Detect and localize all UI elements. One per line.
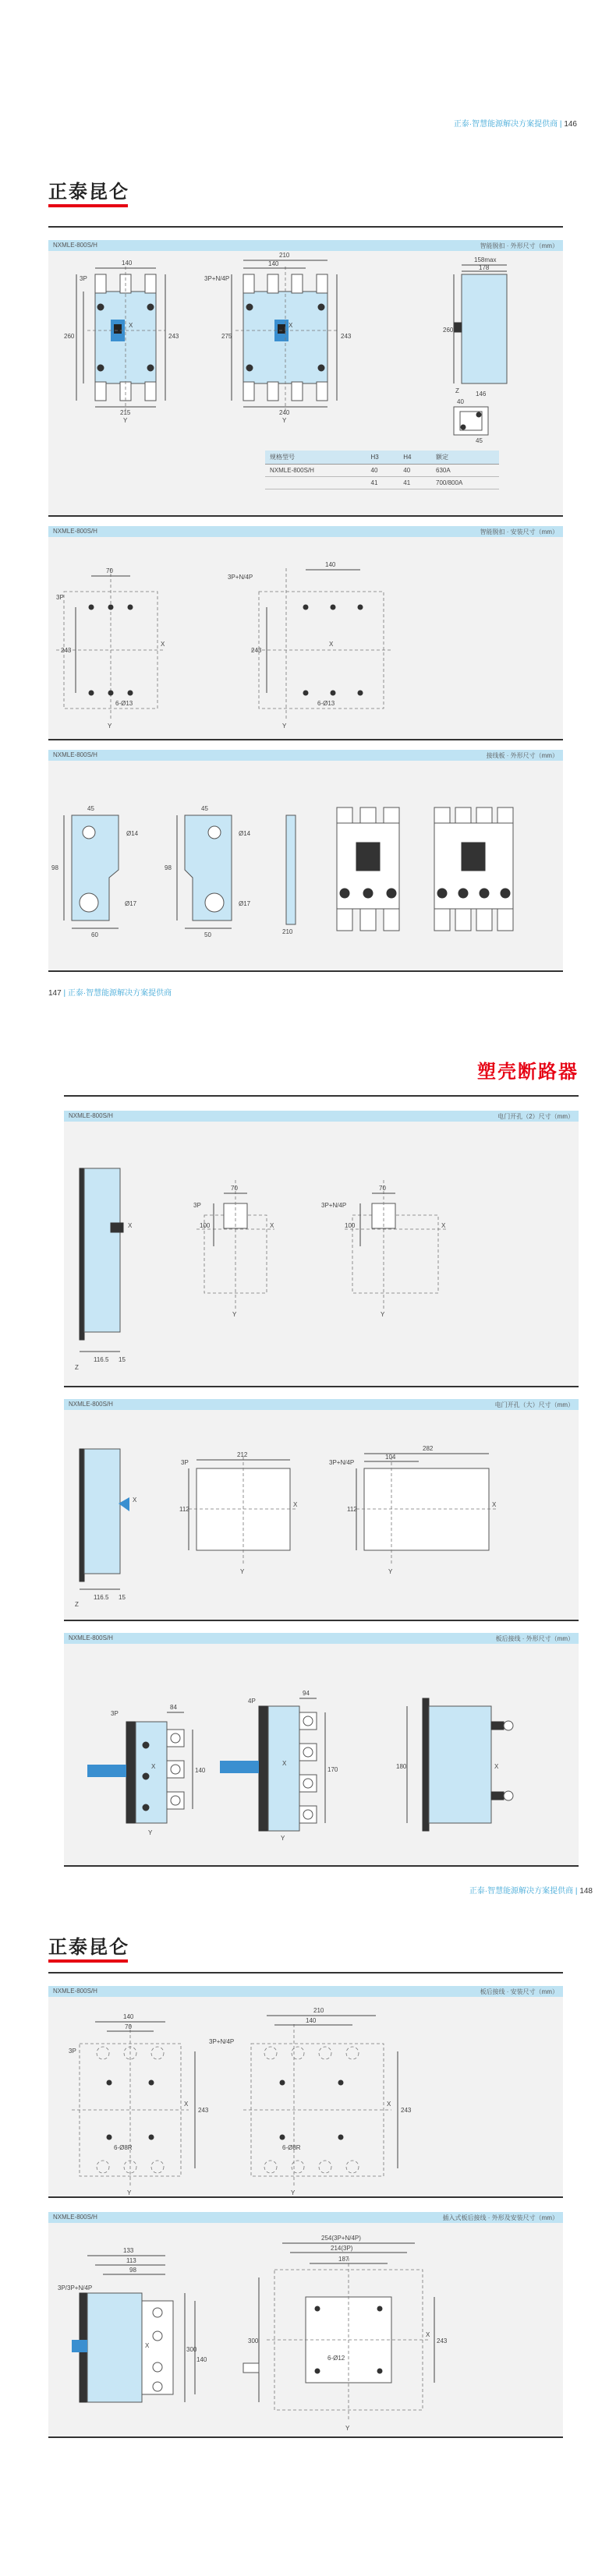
- dim-112: 112: [179, 1506, 189, 1513]
- axis-x: X: [184, 2101, 189, 2108]
- dim-116-5: 116.5: [94, 1594, 109, 1601]
- axis-x3: X: [441, 1222, 446, 1229]
- axis-y: Y: [232, 1311, 237, 1318]
- dim-60: 60: [91, 931, 98, 938]
- dim-side-260: 260: [443, 327, 454, 334]
- table-cell: 41: [366, 477, 399, 489]
- dim-210: 210: [313, 2007, 324, 2014]
- panel-terminal: [48, 750, 563, 972]
- panel-caption: 板后接线 · 外形尺寸（mm）: [495, 1635, 574, 1642]
- label-3pn: 3P/3P+N/4P: [58, 2284, 93, 2292]
- plugin-side-view: [72, 2256, 195, 2402]
- dim-282: 282: [423, 1445, 434, 1452]
- dim-275: 275: [221, 333, 232, 340]
- dim-133: 133: [123, 2247, 134, 2254]
- table-cell: NXMLE-800S/H: [265, 465, 366, 477]
- table-cell: 40: [366, 465, 399, 477]
- dim-70: 70: [231, 1185, 238, 1192]
- page-number: 148: [579, 1887, 593, 1896]
- dim-116-5: 116.5: [94, 1356, 109, 1363]
- panel-bar: [64, 1633, 579, 1644]
- panel-caption: 智能脱扣 · 外形尺寸（mm）: [480, 242, 558, 249]
- dim-210: 210: [279, 252, 290, 259]
- dim-254: 254(3P+N/4P): [321, 2235, 361, 2242]
- dim-243: 243: [198, 2107, 209, 2114]
- axis-y2: Y: [291, 2189, 296, 2196]
- axis-y2: Y: [381, 1311, 385, 1318]
- door-cut-large-3p: [189, 1457, 298, 1566]
- panel-rear-mounting: [48, 1986, 563, 2198]
- dim-214: 214(3P): [331, 2245, 353, 2252]
- panel-plugin-rear: [48, 2212, 563, 2438]
- panel-bar: [48, 2212, 563, 2223]
- door-cut-small-drawing: [64, 1122, 579, 1387]
- door-side-view: [80, 1168, 123, 1352]
- divider: [48, 226, 563, 228]
- dim-180: 180: [396, 1763, 407, 1770]
- axis-y: Y: [123, 417, 128, 424]
- axis-z: Z: [75, 1601, 79, 1608]
- mount-3p: [56, 568, 165, 720]
- panel-bar: [48, 240, 563, 251]
- side-view-drawing: [454, 265, 507, 435]
- label-3p: 3P: [80, 275, 87, 282]
- table-cell: [265, 477, 366, 489]
- dim-98: 98: [129, 2267, 136, 2274]
- hole-spec: 6-Ø8R: [114, 2144, 133, 2151]
- panel-bar: [48, 1986, 563, 1997]
- dim-d17: Ø17: [125, 900, 137, 907]
- dim-98b: 98: [165, 864, 172, 871]
- panel-title: NXMLE-800S/H: [69, 1112, 113, 1119]
- dim-140: 140: [325, 561, 336, 568]
- rear-3p-drawing: [87, 1712, 193, 1823]
- table-header-row: [265, 451, 499, 465]
- axis-z: Z: [75, 1364, 79, 1371]
- panel-title: NXMLE-800S/H: [69, 1401, 113, 1408]
- rear-connection-drawing: [64, 1644, 579, 1866]
- panel-door-cut-small: [64, 1111, 579, 1387]
- panel-door-cut-large: [64, 1399, 579, 1621]
- plugin-front-view: [243, 2243, 434, 2422]
- dim-210: 210: [282, 928, 293, 935]
- header-text: 正泰·智慧能源解决方案提供商: [469, 1887, 574, 1896]
- dim-113: 113: [126, 2257, 136, 2264]
- dim-45: 45: [476, 437, 483, 444]
- brand-underline: [48, 1959, 128, 1963]
- rear-mount-3p: [72, 2022, 195, 2188]
- dim-70: 70: [106, 567, 113, 574]
- table-header: H4: [398, 451, 431, 465]
- panel-bar: [64, 1399, 579, 1410]
- terminal-side: [286, 815, 296, 924]
- table-cell: 700/800A: [431, 477, 499, 489]
- dim-146: 146: [476, 390, 487, 398]
- label-3p: 3P: [111, 1710, 119, 1717]
- panel-caption: 电门开孔（2）尺寸（mm）: [497, 1113, 574, 1120]
- label-3pn: 3P+N/4P: [209, 2038, 235, 2045]
- hole-spec2: 6-Ø13: [317, 700, 335, 707]
- dim-300: 300: [186, 2346, 197, 2353]
- header-text: 正泰·智慧能源解决方案提供商: [453, 120, 558, 129]
- dim-98: 98: [51, 864, 58, 871]
- label-3p: 3P: [56, 594, 64, 601]
- breaker-front-3p: [337, 807, 399, 931]
- table-header: 额定: [431, 451, 499, 465]
- axis-x2: X: [329, 641, 334, 648]
- dim-260: 260: [64, 333, 75, 340]
- panel-rear-connection: [64, 1633, 579, 1867]
- axis-z: Z: [455, 387, 459, 394]
- dim-d14: Ø14: [126, 830, 139, 837]
- dim-158max: 158max: [474, 256, 497, 263]
- footer-text: 正泰·智慧能源解决方案提供商: [67, 989, 172, 998]
- axis-x2: X: [289, 322, 293, 329]
- label-3pn: 3P+N/4P: [321, 1202, 347, 1209]
- page-header-2: 正泰·智慧能源解决方案提供商 | 148: [469, 1887, 593, 1896]
- hole-spec: 6-Ø12: [327, 2355, 345, 2362]
- label-3pn: 3P+N/4P: [329, 1459, 355, 1466]
- door-cut-3p: [196, 1180, 274, 1309]
- table-header: 规格型号: [265, 451, 366, 465]
- dim-d14b: Ø14: [239, 830, 251, 837]
- panel-caption: 智能脱扣 · 安装尺寸（mm）: [480, 528, 558, 535]
- label-4p: 4P: [248, 1698, 256, 1705]
- panel-bar: [48, 526, 563, 537]
- axis-y2: Y: [388, 1568, 393, 1575]
- label-3p: 3P: [181, 1459, 189, 1466]
- divider: [48, 1972, 563, 1974]
- panel-caption: 插入式板后接线 · 外形及安装尺寸（mm）: [442, 2214, 558, 2221]
- dim-140b: 140: [306, 2017, 317, 2024]
- breaker-3p-drawing: [76, 267, 165, 411]
- table-header: H3: [366, 451, 399, 465]
- dim-243: 243: [437, 2337, 448, 2345]
- dim-140b: 140: [268, 260, 279, 267]
- plugin-rear-drawing: [48, 2223, 563, 2438]
- label-3p: 3P: [69, 2048, 76, 2055]
- page-header: 正泰·智慧能源解决方案提供商 | 146: [453, 120, 577, 129]
- mounting-drawing: [48, 537, 563, 740]
- axis-x2: X: [426, 2331, 430, 2338]
- dim-70b: 70: [379, 1185, 386, 1192]
- axis-x: X: [145, 2342, 150, 2349]
- panel-caption: 电门开孔（大）尺寸（mm）: [494, 1401, 574, 1408]
- dim-94: 94: [303, 1690, 310, 1697]
- panel-caption: 接线板 · 外形尺寸（mm）: [486, 752, 558, 759]
- terminal-plate-2: [177, 815, 232, 928]
- axis-y: Y: [148, 1829, 153, 1836]
- terminal-plate-1: [64, 815, 119, 928]
- axis-x: X: [129, 322, 133, 329]
- dim-243b: 243: [401, 2107, 412, 2114]
- table-cell: 41: [398, 477, 431, 489]
- axis-x3: X: [494, 1763, 499, 1770]
- page-number: 146: [564, 120, 577, 129]
- door-cut-4p: [345, 1180, 446, 1309]
- dim-243b: 243: [341, 333, 352, 340]
- dim-50: 50: [204, 931, 211, 938]
- dim-40: 40: [457, 398, 464, 405]
- dim-70: 70: [125, 2023, 132, 2030]
- dim-178: 178: [479, 264, 490, 271]
- dim-104: 104: [385, 1454, 396, 1461]
- panel-title: NXMLE-800S/H: [53, 242, 97, 249]
- table-row: [265, 465, 499, 477]
- axis-x2: X: [293, 1501, 298, 1508]
- brand-title-3: 正泰昆仑: [48, 1937, 129, 1958]
- table-cell: 40: [398, 465, 431, 477]
- dim-140: 140: [123, 2013, 134, 2020]
- dim-100: 100: [200, 1222, 211, 1229]
- axis-x2: X: [282, 1760, 287, 1767]
- panel-title: NXMLE-800S/H: [53, 2214, 97, 2221]
- label-3pn: 3P+N/4P: [204, 275, 230, 282]
- axis-x: X: [161, 641, 165, 648]
- terminal-drawing: [48, 761, 563, 971]
- panel-dimensions-outline: [48, 240, 563, 517]
- door-cut-large-drawing: [64, 1410, 579, 1620]
- axis-y: Y: [127, 2189, 132, 2196]
- dim-243: 243: [168, 333, 179, 340]
- rear-4p-drawing: [220, 1698, 325, 1831]
- axis-x2: X: [270, 1222, 274, 1229]
- dim-215: 215: [120, 409, 131, 416]
- axis-y2: Y: [282, 417, 287, 424]
- dim-100b: 100: [345, 1222, 356, 1229]
- dim-187: 187: [338, 2256, 349, 2263]
- mount-4p: [251, 568, 391, 720]
- page-footer: 147 | 正泰·智慧能源解决方案提供商: [48, 989, 172, 998]
- dim-212: 212: [237, 1451, 248, 1458]
- dim-45: 45: [87, 805, 94, 812]
- breaker-4p-drawing: [232, 260, 337, 411]
- breaker-front-4p: [434, 807, 513, 931]
- hole-spec2: 6-Ø8R: [282, 2144, 301, 2151]
- brand-title-right: 塑壳断路器: [477, 1062, 579, 1083]
- axis-y2: Y: [282, 723, 287, 730]
- dim-243: 243: [61, 647, 72, 654]
- dim-243b: 243: [251, 647, 262, 654]
- axis-y: Y: [240, 1568, 245, 1575]
- table-row: [265, 477, 499, 489]
- axis-x3: X: [492, 1501, 497, 1508]
- rear-mount-4p: [243, 2016, 398, 2188]
- label-3p: 3P: [193, 1202, 201, 1209]
- spec-table: [265, 451, 499, 489]
- table-cell: 630A: [431, 465, 499, 477]
- dim-15: 15: [119, 1356, 126, 1363]
- panel-title: NXMLE-800S/H: [53, 1988, 97, 1995]
- dim-140: 140: [122, 260, 133, 267]
- axis-x: X: [151, 1763, 156, 1770]
- label-3pn: 3P+N/4P: [228, 574, 253, 581]
- dim-170: 170: [327, 1766, 338, 1773]
- rear-mounting-drawing: [48, 1997, 563, 2198]
- dim-d17b: Ø17: [239, 900, 251, 907]
- panel-title: NXMLE-800S/H: [69, 1634, 113, 1641]
- axis-x2: X: [387, 2101, 391, 2108]
- axis-x: X: [128, 1222, 133, 1229]
- brand-title: 正泰昆仑: [48, 182, 129, 203]
- dim-240: 240: [279, 409, 290, 416]
- dim-45b: 45: [201, 805, 208, 812]
- divider: [64, 1095, 579, 1097]
- axis-y: Y: [108, 723, 112, 730]
- brand-underline: [48, 204, 128, 207]
- hole-spec: 6-Ø13: [115, 700, 133, 707]
- panel-title: NXMLE-800S/H: [53, 528, 97, 535]
- door-cut-large-4p: [356, 1454, 497, 1566]
- panel-bar: [48, 750, 563, 761]
- door-side-view-2: [80, 1449, 129, 1589]
- axis-x: X: [133, 1496, 137, 1504]
- dim-140: 140: [196, 2356, 207, 2363]
- axis-y: Y: [345, 2425, 350, 2432]
- panel-mounting: [48, 526, 563, 740]
- dim-112b: 112: [347, 1506, 357, 1513]
- panel-bar: [64, 1111, 579, 1122]
- dim-84: 84: [170, 1704, 177, 1711]
- dim-300b: 300: [248, 2337, 259, 2345]
- panel-title: NXMLE-800S/H: [53, 751, 97, 758]
- dim-15: 15: [119, 1594, 126, 1601]
- dim-140: 140: [195, 1767, 206, 1774]
- panel-caption: 板后接线 · 安装尺寸（mm）: [480, 1988, 558, 1995]
- page-number: 147: [48, 989, 62, 998]
- axis-y2: Y: [281, 1835, 285, 1842]
